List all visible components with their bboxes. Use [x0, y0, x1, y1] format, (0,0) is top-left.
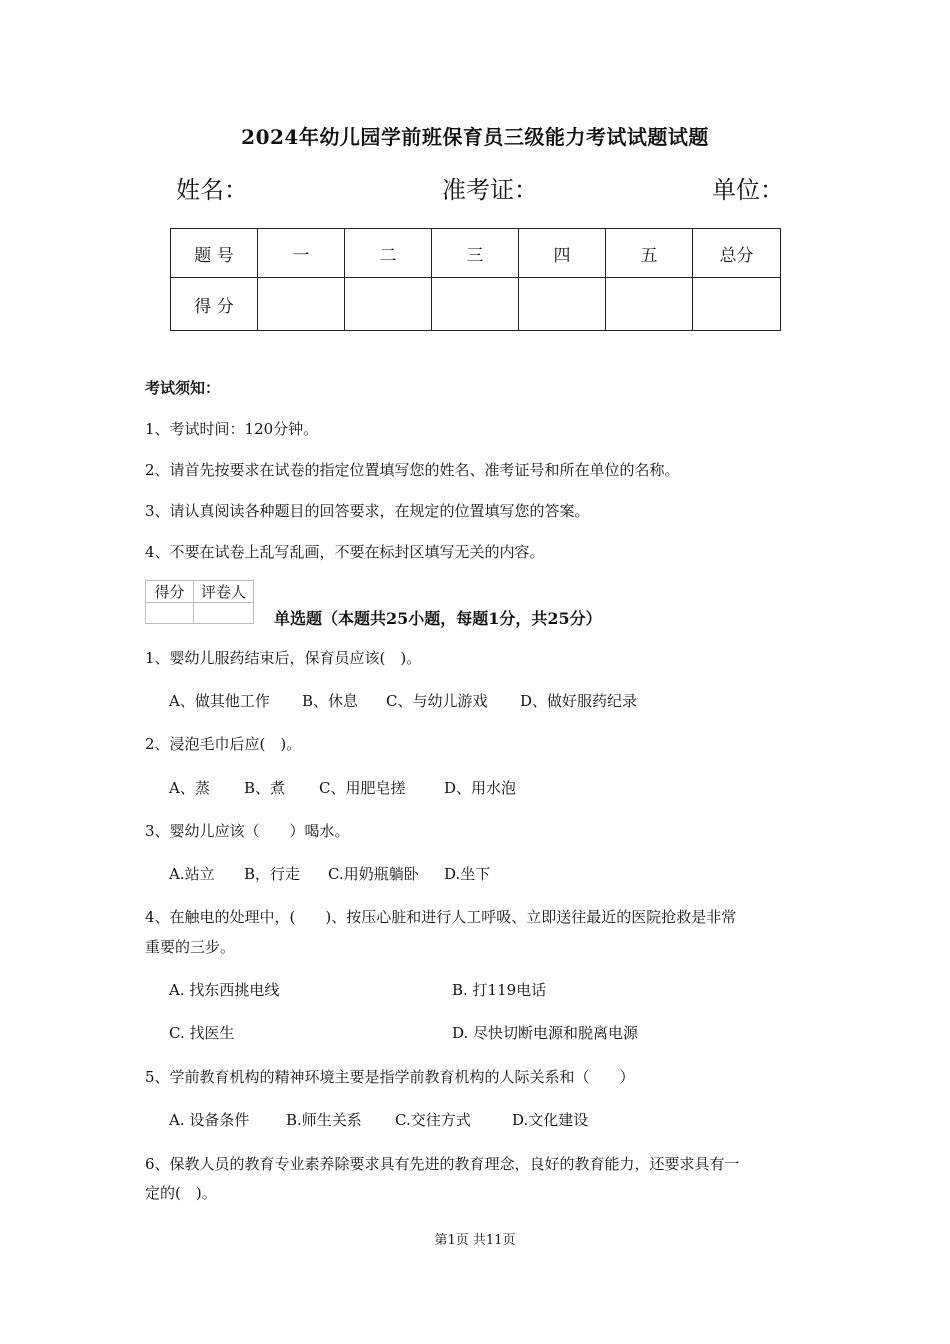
option[interactable]: B.师生关系 [286, 1111, 362, 1129]
score-table-cell: 得 分 [171, 278, 258, 331]
question-stem: 重要的三步。 [145, 938, 236, 956]
notice-item: 1、考试时间：120分钟。 [145, 420, 319, 438]
option[interactable]: C. 找医生 [169, 1024, 235, 1042]
grader-name-label: 评卷人 [194, 581, 254, 603]
grader-score-label: 得分 [146, 581, 194, 603]
notice-heading: 考试须知： [145, 379, 221, 397]
score-table-cell: 总分 [693, 229, 781, 278]
score-table-cell: 二 [345, 229, 432, 278]
option[interactable]: A. 找东西挑电线 [169, 981, 280, 999]
question-stem: 2、浸泡毛巾后应( )。 [145, 735, 302, 753]
question-stem: 5、学前教育机构的精神环境主要是指学前教育机构的人际关系和（ ） [145, 1068, 635, 1086]
name-label: 姓名： [176, 176, 248, 204]
score-table-cell: 五 [606, 229, 693, 278]
option[interactable]: A. 设备条件 [169, 1111, 250, 1129]
score-table-empty-cell[interactable] [606, 278, 693, 331]
score-table-empty-cell[interactable] [432, 278, 519, 331]
option[interactable]: B、煮 [244, 779, 286, 797]
option[interactable]: C.交往方式 [395, 1111, 471, 1129]
score-table-cell: 一 [258, 229, 345, 278]
grader-score-cell[interactable] [146, 603, 194, 624]
notice-item: 2、请首先按要求在试卷的指定位置填写您的姓名、准考证号和所在单位的名称。 [145, 461, 680, 479]
score-table-header-row [171, 229, 781, 278]
option[interactable]: B、休息 [302, 692, 359, 710]
page-title: 2024年幼儿园学前班保育员三级能力考试试题试题 [241, 125, 709, 149]
question-stem: 4、在触电的处理中，( )、按压心脏和进行人工呼吸、立即送往最近的医院抢救是非常 [145, 908, 737, 926]
score-table-cell: 三 [432, 229, 519, 278]
option[interactable]: C、用肥皂搓 [319, 779, 406, 797]
question-stem: 6、保教人员的教育专业素养除要求具有先进的教育理念，良好的教育能力，还要求具有一 [145, 1155, 740, 1173]
option[interactable]: A、做其他工作 [169, 692, 270, 710]
score-table-empty-cell[interactable] [519, 278, 606, 331]
notice-item: 4、不要在试卷上乱写乱画，不要在标封区填写无关的内容。 [145, 543, 545, 561]
score-table-cell: 四 [519, 229, 606, 278]
score-table [170, 228, 781, 331]
unit-label: 单位： [712, 176, 784, 204]
option[interactable]: D. 尽快切断电源和脱离电源 [452, 1024, 639, 1042]
exam-id-label: 准考证： [442, 176, 538, 204]
question-stem: 3、婴幼儿应该（ ）喝水。 [145, 822, 350, 840]
score-table-empty-cell[interactable] [258, 278, 345, 331]
question-stem: 定的( )。 [145, 1184, 217, 1202]
option[interactable]: D.坐下 [444, 865, 491, 883]
score-table-empty-cell[interactable] [693, 278, 781, 331]
option[interactable]: D.文化建设 [512, 1111, 589, 1129]
grader-box [145, 580, 254, 624]
option[interactable]: B，行走 [244, 865, 301, 883]
notice-item: 3、请认真阅读各种题目的回答要求，在规定的位置填写您的答案。 [145, 502, 590, 520]
score-table-empty-cell[interactable] [345, 278, 432, 331]
option[interactable]: D、用水泡 [444, 779, 517, 797]
option[interactable]: A、蒸 [169, 779, 210, 797]
score-table-score-row [171, 278, 781, 331]
option[interactable]: C.用奶瓶躺卧 [328, 865, 419, 883]
option[interactable]: B. 打119电话 [452, 981, 547, 999]
option[interactable]: D、做好服药纪录 [520, 692, 638, 710]
question-stem: 1、婴幼儿服药结束后，保育员应该( )。 [145, 649, 422, 667]
option[interactable]: C、与幼儿游戏 [386, 692, 488, 710]
page-footer: 第1页 共11页 [434, 1233, 516, 1248]
section-title: 单选题（本题共25小题，每题1分，共25分） [274, 609, 602, 628]
grader-name-cell[interactable] [194, 603, 254, 624]
score-table-cell: 题 号 [171, 229, 258, 278]
option[interactable]: A.站立 [169, 865, 215, 883]
